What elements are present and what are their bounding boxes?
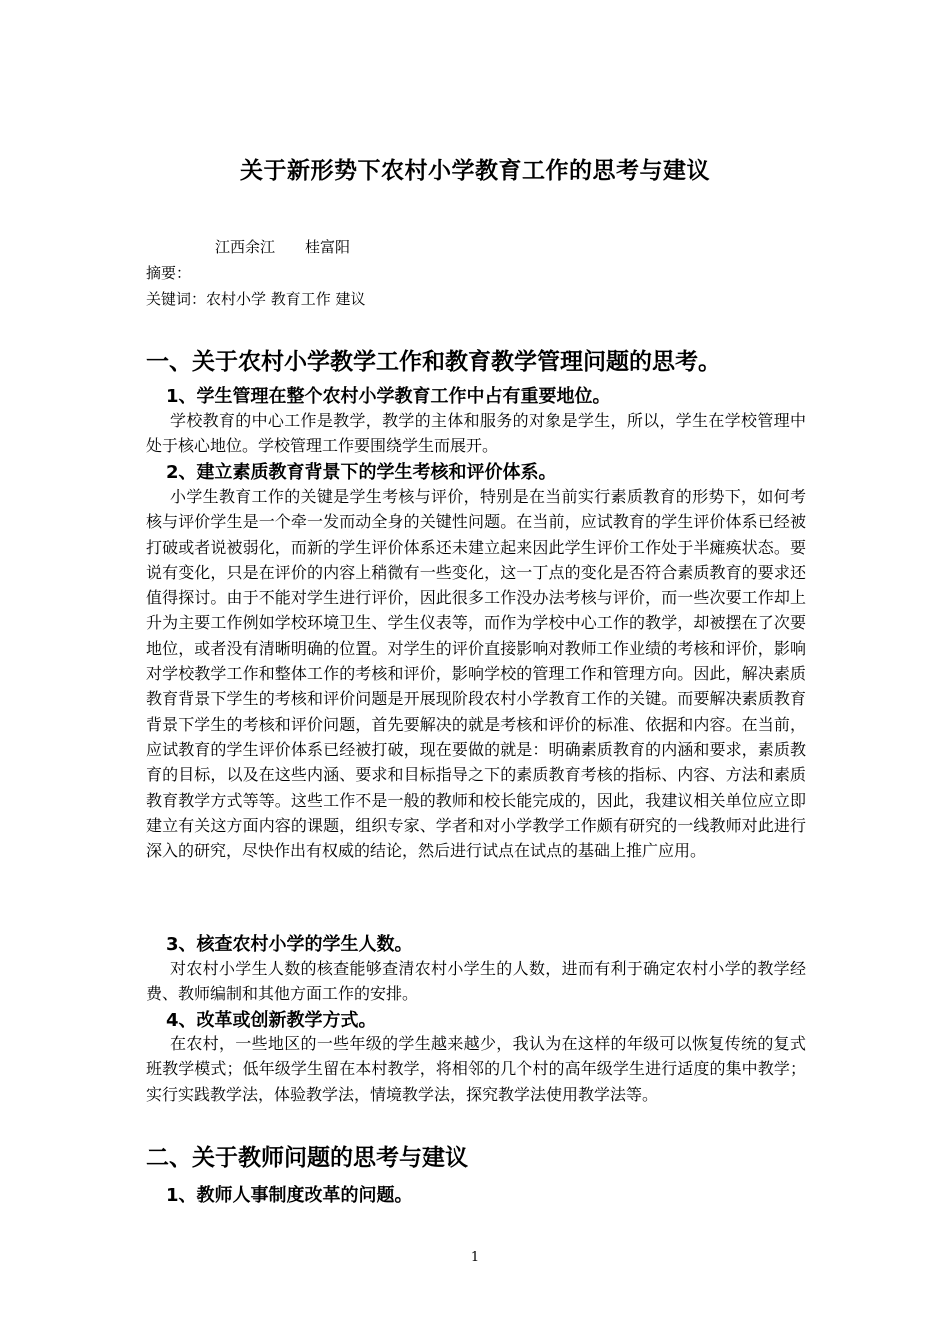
- section-heading-2: 二、关于教师问题的思考与建议: [146, 1145, 468, 1171]
- subsection-heading-1-2: 2、建立素质教育背景下的学生考核和评价体系。: [166, 462, 557, 483]
- page-number: 1: [470, 1250, 480, 1265]
- paragraph-1-3: 对农村小学生人数的核查能够查清农村小学生的人数，进而有利于确定农村小学的教学经费、教师编制和其他方面工作的安排。: [146, 959, 806, 1004]
- paragraph-1-4: 在农村，一些地区的一些年级的学生越来越少，我认为在这样的年级可以恢复传统的复式班教学模式；低年级学生留在本村教学，将相邻的几个村的高年级学生进行适度的集中教学；实行实践教学法，体验教学法，情境教学法，探究教学法使用教学法等。: [146, 1034, 806, 1104]
- paragraph-1-2: 小学生教育工作的关键是学生考核与评价，特别是在当前实行素质教育的形势下，如何考核与评价学生是一个牵一发而动全身的关键性问题。在当前，应试教育的学生评价体系已经被打破或者说被弱化，而新的学生评价体系还未建立起来因此学生评价工作处于半瘫痪状态。要说有变化，只是在评价的内容上稍微有一些变化，这一丁点的变化是否符合素质教育的要求还值得探讨。由于不能对学生进行评价，因此很多工作没办法考核与评价，而一些次要工作却上升为主要工作例如学校环境卫生、学生仪表等，而作为学校中心工作的教学，却被摆在了次要地位，或者没有清晰明确的位置。对学生的评价直接影响对教师工作业绩的考核和评价，影响对学校教学工作和整体工作的考核和评价，影响学校的管理工作和管理方向。因此，解决素质教育背景下学生的考核和评价问题是开展现阶段农村小学教育工作的关键。而要解决素质教育背景下学生的考核和评价问题，首先要解决的就是考核和评价的标准、依据和内容。在当前，应试教育的学生评价体系已经被打破，现在要做的就是：明确素质教育的内涵和要求，素质教育的目标，以及在这些内涵、要求和目标指导之下的素质教育考核的指标、内容、方法和素质教育教学方式等等。这些工作不是一般的教师和校长能完成的，因此，我建议相关单位应立即建立有关这方面内容的课题，组织专家、学者和对小学教学工作颇有研究的一线教师对此进行深入的研究，尽快作出有权威的结论，然后进行试点在试点的基础上推广应用。: [146, 487, 806, 861]
- abstract-label: 摘要：: [146, 264, 192, 282]
- subsection-heading-1-3: 3、核查农村小学的学生人数。: [166, 934, 413, 955]
- keywords-line: 关键词：农村小学 教育工作 建议: [146, 290, 366, 308]
- paragraph-1-1: 学校教育的中心工作是教学，教学的主体和服务的对象是学生，所以，学生在学校管理中处于核心地位。学校管理工作要围绕学生而展开。: [146, 411, 806, 456]
- subsection-heading-1-1: 1、学生管理在整个农村小学教育工作中占有重要地位。: [166, 386, 611, 407]
- author-line: 江西余江 桂富阳: [215, 238, 351, 256]
- subsection-heading-1-4: 4、改革或创新教学方式。: [166, 1010, 377, 1031]
- section-heading-1: 一、关于农村小学教学工作和教育教学管理问题的思考。: [146, 349, 721, 375]
- subsection-heading-2-1: 1、教师人事制度改革的问题。: [166, 1185, 413, 1206]
- document-title: 关于新形势下农村小学教育工作的思考与建议: [240, 158, 710, 184]
